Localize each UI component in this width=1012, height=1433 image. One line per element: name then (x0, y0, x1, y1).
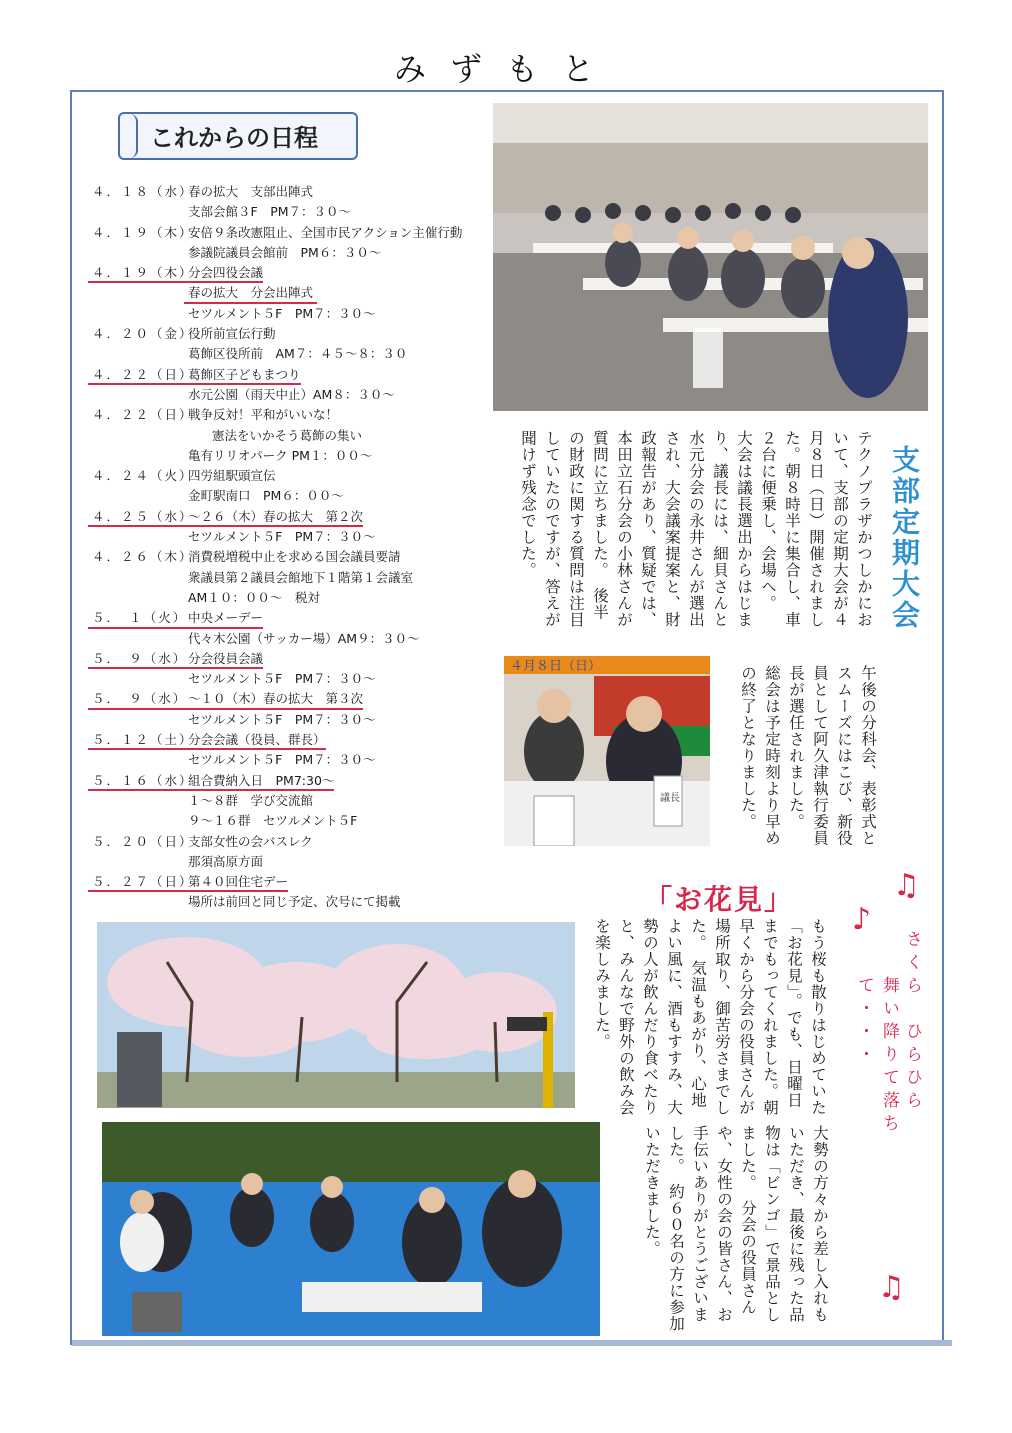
frame-shadow (72, 1340, 952, 1346)
schedule-date: ４．２２（日） (92, 407, 194, 423)
schedule-detail (92, 446, 502, 466)
schedule-date: ５． １（火） (92, 610, 188, 626)
schedule-detail (92, 669, 502, 689)
schedule-event: 組合費納入日 PM7:30～ (188, 772, 335, 788)
schedule-event: 分会会議（役員、群長） (188, 732, 326, 748)
schedule-list (92, 182, 502, 913)
poem-line-1: さくら ひらひら (902, 930, 922, 1114)
schedule-detail (92, 791, 502, 811)
schedule-date: ４．２２（日） (92, 366, 194, 382)
poem-line-2: 舞い降りて落ちて・・・ (854, 976, 899, 1137)
hanami-heading: 「お花見」 (644, 883, 795, 916)
schedule-detail (92, 811, 502, 831)
schedule-detail-text: 場所は前回と同じ予定、次号にて掲載 (188, 894, 401, 910)
schedule-event: ～２６（木）春の拡大 第２次 (188, 508, 364, 524)
taikai-heading: 支部定期大会 (888, 445, 921, 631)
schedule-detail-text: セツルメント５F PM７：３０～ (188, 529, 376, 545)
schedule-detail (92, 852, 502, 872)
schedule-detail-text: セツルメント５F PM７：３０～ (188, 305, 376, 321)
schedule-date: ５．１２（土） (92, 732, 194, 748)
schedule-item (92, 182, 502, 202)
schedule-event: 戦争反対！平和がいいな！ (188, 407, 339, 423)
schedule-item (92, 832, 502, 852)
schedule-detail (92, 385, 502, 405)
schedule-detail (92, 304, 502, 324)
schedule-event: 第４０回住宅デー (188, 874, 289, 890)
schedule-item (92, 771, 502, 791)
schedule-detail-text: 葛飾区役所前 AM７：４５～８：３０ (188, 346, 408, 362)
photo-gichou-sign: 議長 (660, 793, 680, 804)
schedule-event: 支部女性の会バスレク (188, 833, 313, 849)
masthead-title: みずもと (393, 50, 618, 88)
schedule-detail-text: 憲法をいかそう葛飾の集い (212, 427, 363, 443)
schedule-event: ～１０（木）春の拡大 第３次 (188, 691, 364, 707)
schedule-detail-text: 春の拡大 分会出陣式 (188, 285, 314, 301)
schedule-date: ５． ９（水） (92, 650, 188, 666)
schedule-item (92, 689, 502, 709)
schedule-item (92, 547, 502, 567)
schedule-item (92, 507, 502, 527)
photo-date-strip: ４月８日（日） (510, 659, 602, 674)
schedule-detail (92, 283, 502, 303)
schedule-detail-text: 水元公園（雨天中止）AM８：３０～ (188, 386, 395, 402)
schedule-title: これからの日程 (150, 123, 318, 152)
schedule-item (92, 405, 502, 425)
schedule-detail-text: 衆議員第２議員会館地下１階第１会議室 (188, 569, 414, 585)
schedule-date: ５．２７（日） (92, 874, 194, 890)
schedule-date: ４．１９（木） (92, 224, 194, 240)
music-note-icon: ♪ (852, 902, 872, 937)
hanami-body-2: 大勢の方々から差し入れもいただき、最後に残った品物は「ビンゴ」で景品としました。 分会の役員さんや、女性の会の皆さん、お手伝いありがとうございました。 約６０名の方に参加いただきました。 (643, 1125, 829, 1332)
schedule-event: 四労組駅頭宣伝 (188, 468, 276, 484)
schedule-detail-text: 亀有リリオパーク PM１：００～ (188, 447, 373, 463)
schedule-event: 春の拡大 支部出陣式 (188, 184, 314, 199)
schedule-date: ４．１８（水） (92, 184, 194, 199)
schedule-detail-text: 支部会館３F PM７：３０～ (188, 204, 352, 220)
conference-hall-photo (493, 103, 928, 411)
schedule-detail (92, 426, 502, 446)
schedule-event: 分会役員会議 (188, 650, 264, 666)
schedule-event: 中央メーデー (188, 610, 264, 626)
schedule-date: ４．２５（水） (92, 508, 194, 524)
schedule-item (92, 872, 502, 892)
schedule-detail (92, 527, 502, 547)
schedule-item (92, 608, 502, 628)
schedule-detail-text: 参議院議員会館前 PM６：３０～ (188, 244, 382, 260)
schedule-detail-text: ９～１６群 セツルメント５F (188, 813, 358, 829)
schedule-event: 役所前宣伝行動 (188, 326, 276, 342)
schedule-date: ５．１６（水） (92, 772, 194, 788)
schedule-detail-text: 那須高原方面 (188, 853, 264, 869)
banner-scroll-curl (120, 114, 138, 158)
schedule-event: 安倍９条改憲阻止、全国市民アクション主催行動 (188, 224, 463, 240)
music-note-icon: ♫ (878, 1270, 905, 1305)
schedule-item (92, 324, 502, 344)
schedule-event: 分会四役会議 (188, 265, 264, 281)
schedule-detail-text: １～８群 学び交流館 (188, 792, 314, 808)
schedule-detail (92, 588, 502, 608)
schedule-item (92, 466, 502, 486)
schedule-detail-text: 代々木公園（サッカー場）AM９：３０～ (188, 630, 420, 646)
schedule-date: ５．２０（日） (92, 833, 194, 849)
schedule-item (92, 223, 502, 243)
schedule-detail (92, 344, 502, 364)
picnic-group-photo (102, 1122, 600, 1336)
schedule-detail-text: AM１０：００～ 税対 (188, 589, 320, 605)
schedule-detail (92, 892, 502, 912)
schedule-detail-text: 金町駅南口 PM６：００～ (188, 488, 344, 504)
schedule-item (92, 365, 502, 385)
schedule-detail (92, 710, 502, 730)
schedule-date: ４．１９（木） (92, 265, 194, 281)
schedule-detail (92, 486, 502, 506)
chair-speaking-photo (504, 656, 710, 846)
taikai-body-2: 午後の分科会、表彰式とスムーズにはこび、新役員として阿久津執行委員長が選任されました。 総会は予定時刻より早めの終了となりました。 (739, 665, 877, 847)
hanami-body-1: もう桜も散りはじめていた「お花見」。でも、日曜日までもってくれました。朝早くから分会の役員さんが場所取り、御苦労さまでした。 気温もあがり、心地よい風に、酒もすすみ、大勢の人が飲んだり食べたりと、みんなで野外の飲み会を楽しみました。 (593, 918, 827, 1116)
schedule-detail (92, 629, 502, 649)
cherry-blossom-park-photo (97, 922, 575, 1108)
schedule-item (92, 649, 502, 669)
taikai-body-1: テクノプラザかつしかにおいて、支部の定期大会が４月８日（日）開催されました。朝８時半に集合し、車２台に便乗し、会場へ。 大会は議長選出からはじまり、議長には、細貝さんと水元分会の永井さんが選出され、大会議案提案と、財政報告があり、質疑では、本田立石分会の小林さんが質問に立ちました。 後半の財政に関する質問は注目していたのですが、答えが聞けず残念でした。 (519, 430, 873, 628)
schedule-detail (92, 750, 502, 770)
schedule-date: ４．２０（金） (92, 326, 194, 342)
music-note-icon: ♫ (893, 868, 920, 903)
schedule-event: 消費税増税中止を求める国会議員要請 (188, 549, 401, 565)
schedule-detail (92, 243, 502, 263)
schedule-item (92, 263, 502, 283)
schedule-detail-text: セツルメント５F PM７：３０～ (188, 671, 376, 687)
schedule-date: ５． ９（水） (92, 691, 188, 707)
schedule-date: ４．２６（木） (92, 549, 194, 565)
schedule-detail-text: セツルメント５F PM７：３０～ (188, 711, 376, 727)
schedule-detail (92, 202, 502, 222)
schedule-detail (92, 568, 502, 588)
schedule-item (92, 730, 502, 750)
schedule-detail-text: セツルメント５F PM７：３０～ (188, 752, 376, 768)
schedule-event: 葛飾区子どもまつり (188, 366, 301, 382)
schedule-date: ４．２４（火） (92, 468, 194, 484)
